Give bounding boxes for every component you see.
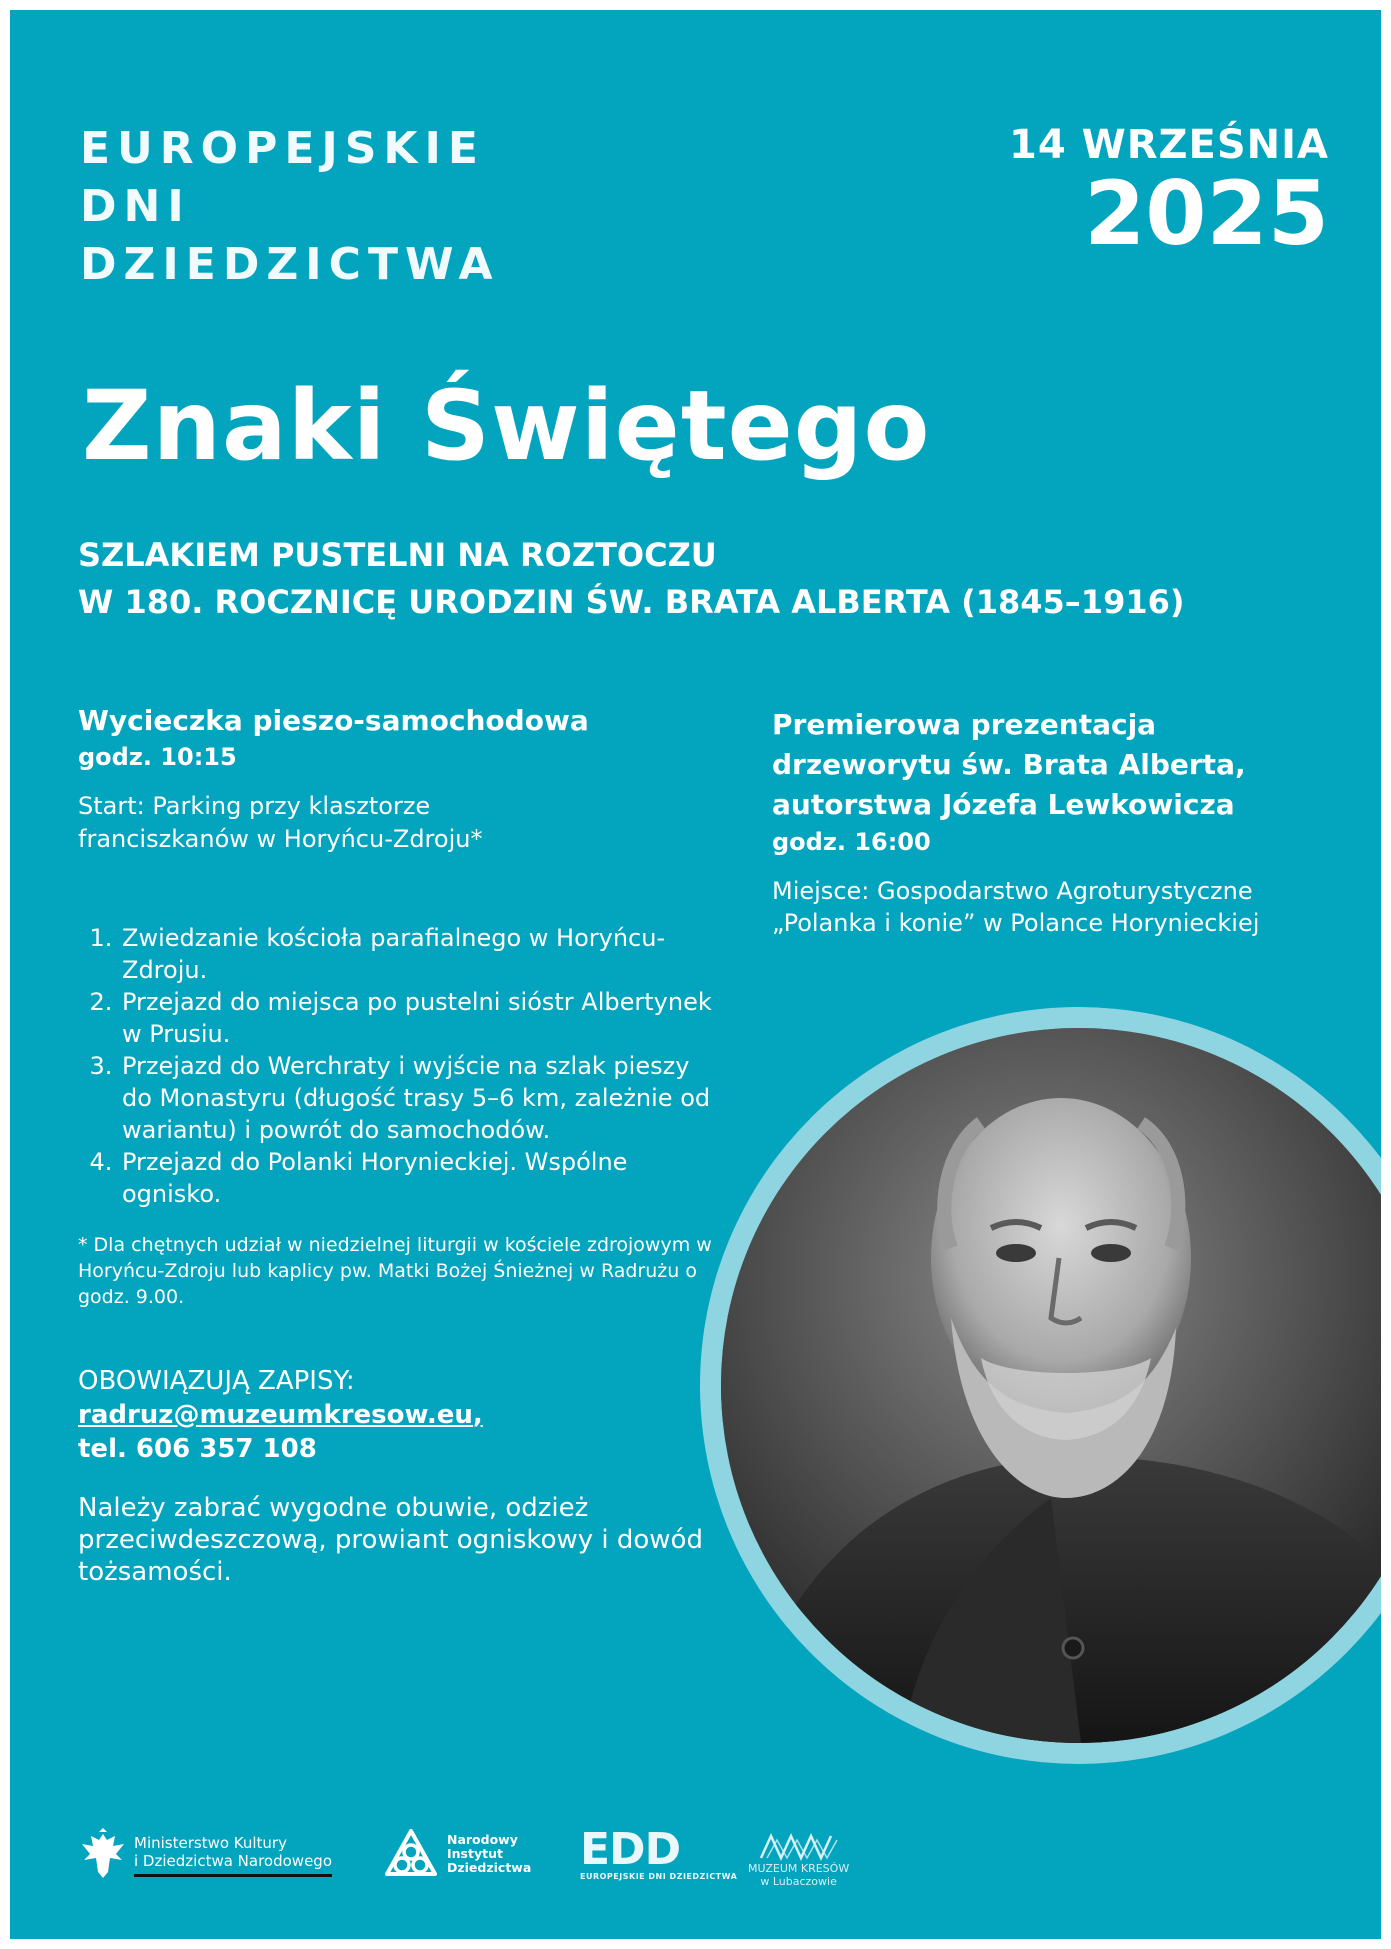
trip-start [78,790,718,856]
trip-start-line1: Start: Parking przy klasztorze [78,792,431,820]
nid-emblem-icon [385,1828,437,1880]
presentation-place-line2: „Polanka i konie” w Polance Horynieckiej [772,909,1260,937]
registration-email-row [78,1398,718,1432]
list-item: 2. Przejazd do miejsca po pustelni sióstr Albertynek w Prusiu. [120,986,718,1050]
registration-phone: tel. 606 357 108 [78,1434,317,1464]
museum-name-line2: w Lubaczowie [760,1875,837,1888]
festival-logo-line2: DNI [80,181,191,232]
presentation-heading-line1: Premierowa prezentacja [772,708,1157,741]
presentation-time: godz. 16:00 [772,828,931,856]
trip-time: godz. 10:15 [78,743,237,771]
ministry-name-line2: i Dziedzictwa Narodowego [134,1851,332,1870]
ministry-name-line1: Ministerstwo Kultury [134,1833,287,1852]
subtitle-line2: W 180. ROCZNICĘ URODZIN ŚW. BRATA ALBERTA (1845–1916) [78,583,1185,621]
museum-name-line1: MUZEUM KRESÓW [748,1862,850,1875]
edd-logo [580,1824,738,1881]
list-item: 1. Zwiedzanie kościoła parafialnego w Horyńcu-Zdroju. [120,922,718,986]
presentation-place [772,875,1352,939]
subtitle [78,532,1184,626]
subtitle-line1: SZLAKIEM PUSTELNI NA ROZTOCZU [78,536,717,574]
presentation-heading-line2: drzeworytu św. Brata Alberta, [772,748,1246,781]
festival-logo [80,120,500,294]
poster [10,10,1381,1939]
nid-name-line1: Narodowy [447,1832,518,1847]
ministry-logo [80,1828,332,1882]
museum-logo [748,1828,849,1888]
trip-start-line2: franciszkanów w Horyńcu-Zdroju* [78,825,483,853]
edd-logo-caption: EUROPEJSKIE DNI DZIEDZICTWA [580,1872,738,1881]
list-item: 4. Przejazd do Polanki Horynieckiej. Wspólne ognisko. [120,1146,718,1210]
trip-steps-list [78,922,718,1210]
festival-logo-line3: DZIEDZICTWA [80,239,500,290]
registration-email-suffix: , [472,1400,483,1430]
nid-logo [385,1828,531,1880]
presentation-place-line1: Miejsce: Gospodarstwo Agroturystyczne [772,877,1253,905]
trip-heading: Wycieczka pieszo-samochodowa [78,704,589,737]
edd-logo-mark: EDD [580,1824,681,1875]
registration-heading: OBOWIĄZUJĄ ZAPISY: [78,1366,355,1396]
nid-name-line2: Instytut [447,1846,503,1861]
bring-notice: Należy zabrać wygodne obuwie, odzież przeciwdeszczową, prowiant ogniskowy i dowód tożsamości. [78,1493,703,1587]
eagle-icon [80,1828,126,1882]
event-year: 2025 [1084,162,1329,265]
event-date: 14 WRZEŚNIA [1009,122,1329,168]
nid-name-line3: Dziedzictwa [447,1860,532,1875]
trip-section [78,702,718,1588]
page-title: Znaki Świętego [82,370,931,482]
presentation-heading-line3: autorstwa Józefa Lewkowicza [772,788,1235,821]
partner-logos [80,1824,900,1898]
trip-footnote: * Dla chętnych udział w niedzielnej liturgii w kościele zdrojowym w Horyńcu-Zdroju lub kaplicy pw. Matki Bożej Śnieżnej w Radrużu o godz. 9.00. [78,1234,712,1308]
museum-emblem-icon [759,1828,839,1862]
presentation-section [772,705,1352,939]
festival-logo-line1: EUROPEJSKIE [80,123,485,174]
registration-email-link[interactable]: radruz@muzeumkresow.eu [78,1400,473,1430]
list-item: 3. Przejazd do Werchraty i wyjście na szlak pieszy do Monastyru (długość trasy 5–6 km, zależnie od wariantu) i powrót do samochodów. [120,1050,718,1146]
